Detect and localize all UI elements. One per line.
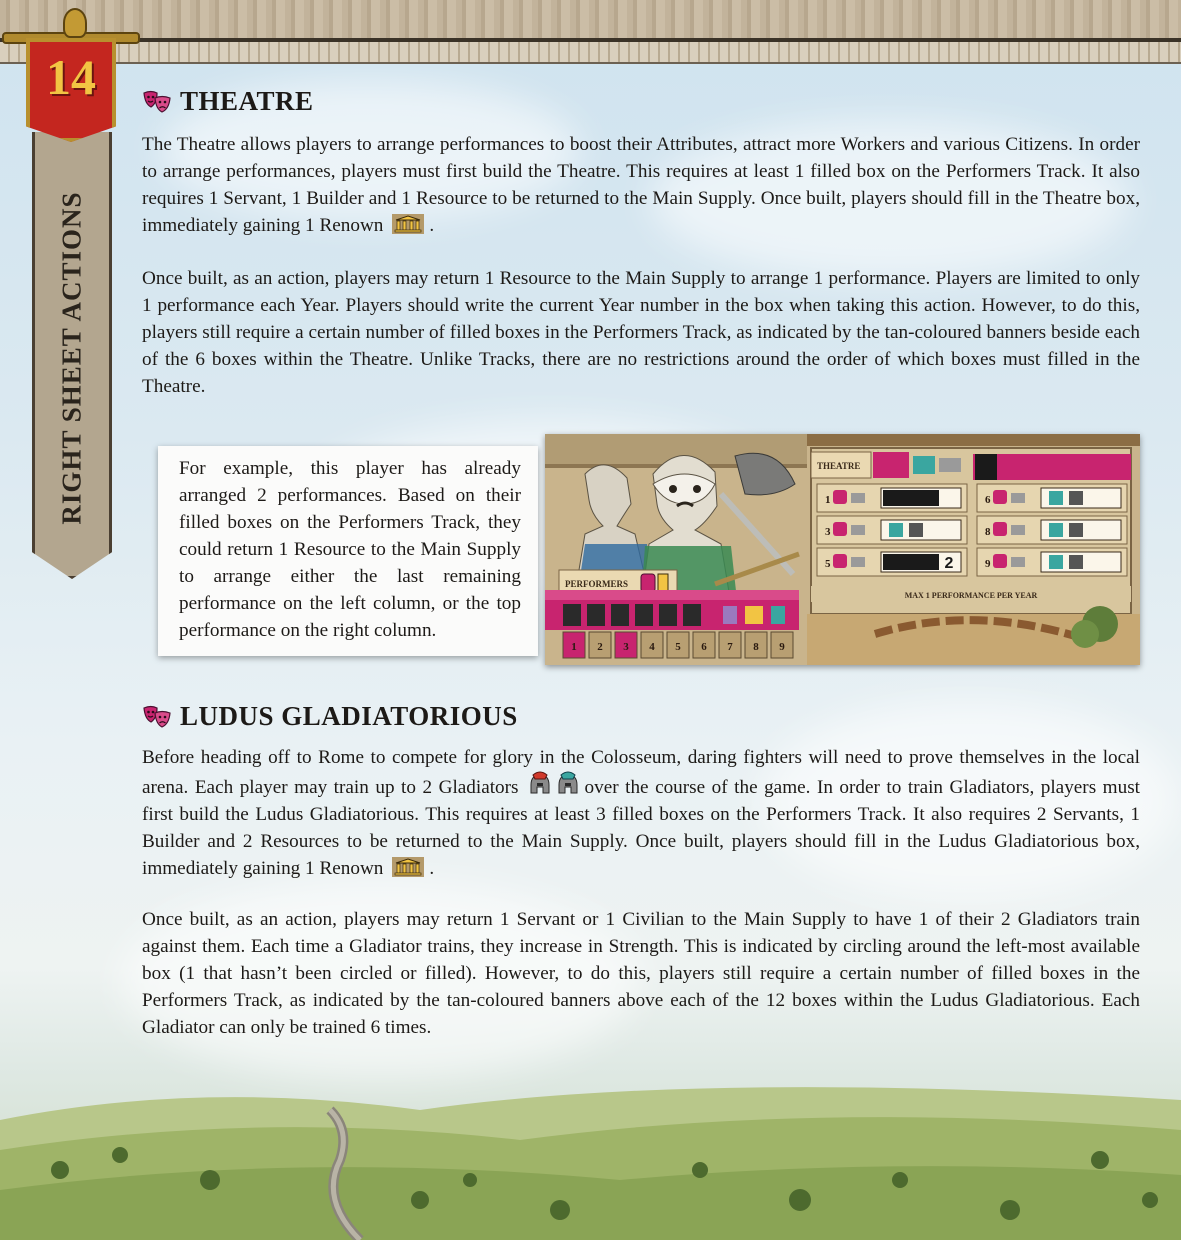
performers-label: PERFORMERS: [565, 579, 628, 589]
banner-finial: [63, 8, 87, 38]
ludus-paragraph-1: [142, 744, 1140, 882]
example-callout: [158, 446, 538, 656]
theatre-heading: [142, 86, 314, 117]
board-footer: MAX 1 PERFORMANCE PER YEAR: [904, 591, 1038, 600]
ludus-para1-a: Before heading off to Rome to compete for glory in the Colosseum, daring fighters will need to prove themselves in the local arena. Each player may train up to 2 Gladiators: [142, 747, 1140, 798]
row-requirement-number: 6: [985, 494, 991, 506]
landscape-illustration: [0, 1060, 1181, 1240]
side-banner-label: RIGHT SHEET ACTIONS: [56, 191, 87, 525]
track-fill-marks: [563, 604, 785, 626]
ludus-para1-b: over the course of the game. In order to train Gladiators, players must first build the Ludus Gladiatorious. This requires at least 3 filled boxes on the Performers Track. It also requires 2 Servants, 1 Builder and 2 Resources to be returned to the Main Supply. Once built, players should fill in the Ludus Gladiatorious box, immediately gaining 1 Renown: [142, 777, 1140, 879]
theatre-paragraph-2: Once built, as an action, players may return 1 Resource to the Main Supply to arrange 1 performance. Players are limited to only 1 performance each Year. Players should write the current Year number in the box when taking this action. However, to do this, players still require a certain number of filled boxes in the Performers Track, as indicated by the tan-coloured banners beside each of the 6 boxes within the Theatre. Unlike Tracks, there are no restrictions around the order of which boxes must filled in the Theatre.: [142, 268, 1140, 397]
theatre-para1-end: .: [429, 215, 435, 236]
gladiator-helmet-icon: [527, 771, 553, 797]
ludus-heading: [142, 701, 518, 732]
renown-temple-icon: [391, 213, 425, 235]
ludus-paragraph-2: Once built, as an action, players may return 1 Servant or 1 Civilian to the Main Supply to have 1 of their 2 Gladiators train against them. Each time a Gladiator trains, they increase in Strength. This is indicated by circling around the left-most available box (1 that hasn’t been circled or filled). However, to do this, players still require a certain number of filled boxes in the Performers Track, as indicated by the tan-coloured banners above each of the 12 boxes within the Ludus Gladiatorious. Each Gladiator can only be trained 6 times.: [142, 909, 1140, 1038]
theatre-board-label: THEATRE: [817, 461, 861, 471]
ludus-title: LUDUS GLADIATORIOUS: [180, 701, 518, 731]
right-column-rows: [977, 484, 1127, 576]
track-number: 4: [649, 641, 655, 653]
theatre-title: THEATRE: [180, 86, 314, 116]
ludus-para1-end: .: [429, 858, 435, 879]
track-number: 6: [701, 641, 707, 653]
gladiator-helmet-icon: [555, 771, 581, 797]
left-column-rows: [817, 484, 967, 576]
row-requirement-number: 5: [825, 558, 831, 570]
row-requirement-number: 8: [985, 526, 991, 538]
row-requirement-number: 9: [985, 558, 991, 570]
theatre-paragraph-1: [142, 131, 1140, 239]
track-number: 1: [571, 641, 577, 653]
top-stone-border: [0, 0, 1181, 38]
example-text: For example, this player has already arranged 2 performances. Based on their filled boxes on the Performers Track, they could return 1 Resource to the Main Supply to arrange either the last remaining performance on the left column, or the top performance on the right column.: [179, 458, 521, 641]
year-number: 2: [944, 555, 954, 572]
page-number: 14: [46, 49, 96, 105]
track-numbers: [563, 632, 793, 658]
track-number: 7: [727, 641, 733, 653]
track-number: 2: [597, 641, 603, 653]
top-border-trim: [0, 42, 1181, 64]
theatre-board-illustration: [545, 434, 1140, 665]
renown-temple-icon: [391, 856, 425, 878]
track-number: 3: [623, 641, 629, 653]
board-svg: [545, 434, 1140, 665]
track-number: 5: [675, 641, 681, 653]
track-number: 9: [779, 641, 785, 653]
theatre-para1-text: The Theatre allows players to arrange performances to boost their Attributes, attract more Workers and various Citizens. In order to arrange performances, players must first build the Theatre. This requires at least 1 filled box on the Performers Track. It also requires 1 Servant, 1 Builder and 1 Resource to be returned to the Main Supply. Once built, players should fill in the Theatre box, immediately gaining 1 Renown: [142, 134, 1140, 236]
theatre-masks-icon: [142, 89, 172, 115]
row-requirement-number: 1: [825, 494, 831, 506]
theatre-masks-icon: [142, 704, 172, 730]
track-number: 8: [753, 641, 759, 653]
row-requirement-number: 3: [825, 526, 831, 538]
